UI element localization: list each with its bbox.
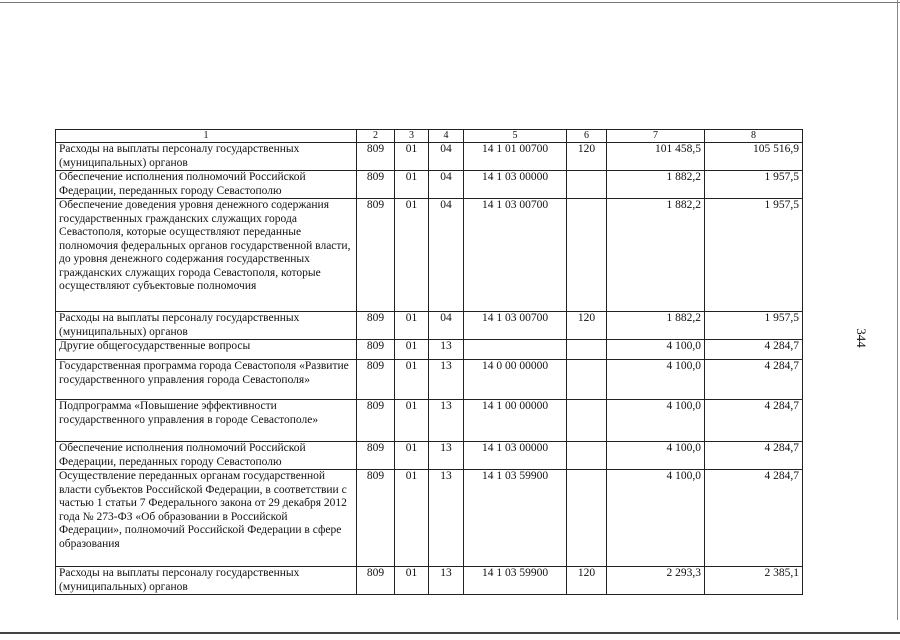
amount-year-2-cell: 2 385,1	[705, 567, 803, 595]
section-code-cell: 01	[395, 312, 429, 340]
table-row	[56, 340, 803, 360]
column-header: 5	[464, 130, 567, 143]
amount-year-1-cell: 1 882,2	[607, 312, 705, 340]
row-name-cell: Другие общегосударственные вопросы	[56, 340, 357, 360]
ministry-code-cell: 809	[357, 400, 395, 442]
table-body	[56, 143, 803, 595]
amount-year-1-cell: 101 458,5	[607, 143, 705, 171]
amount-year-2-cell: 4 284,7	[705, 470, 803, 567]
amount-year-2-cell: 4 284,7	[705, 400, 803, 442]
target-article-cell: 14 1 03 59900	[464, 470, 567, 567]
table-row	[56, 360, 803, 400]
table-row	[56, 400, 803, 442]
column-header: 3	[395, 130, 429, 143]
amount-year-2-cell: 4 284,7	[705, 360, 803, 400]
target-article-cell: 14 1 03 00700	[464, 312, 567, 340]
expense-type-cell	[567, 171, 607, 199]
row-name-cell: Государственная программа города Севастополя «Развитие государственного управления города Севастополя»	[56, 360, 357, 400]
section-code-cell: 01	[395, 360, 429, 400]
amount-year-2-cell: 1 957,5	[705, 171, 803, 199]
table-row	[56, 470, 803, 567]
amount-year-1-cell: 4 100,0	[607, 360, 705, 400]
row-name-cell: Обеспечение доведения уровня денежного содержания государственных гражданских служащих города Севастополя, которые осуществляют переданные полномочия федеральных органов государственной власти, до уровня денежного содержания государственных гражданских служащих города Севастополя, которые осуществляют субъектовые полномочия	[56, 199, 357, 312]
expense-type-cell	[567, 400, 607, 442]
expense-type-cell	[567, 470, 607, 567]
column-header: 2	[357, 130, 395, 143]
amount-year-2-cell: 1 957,5	[705, 312, 803, 340]
expense-type-cell: 120	[567, 312, 607, 340]
expense-type-cell	[567, 360, 607, 400]
row-name-cell: Расходы на выплаты персоналу государственных (муниципальных) органов	[56, 312, 357, 340]
subsection-code-cell: 13	[429, 442, 464, 470]
section-code-cell: 01	[395, 400, 429, 442]
amount-year-1-cell: 2 293,3	[607, 567, 705, 595]
table-row	[56, 199, 803, 312]
target-article-cell: 14 1 01 00700	[464, 143, 567, 171]
table-header-row	[56, 130, 803, 143]
subsection-code-cell: 04	[429, 312, 464, 340]
expense-type-cell: 120	[567, 567, 607, 595]
subsection-code-cell: 13	[429, 360, 464, 400]
target-article-cell: 14 1 03 59900	[464, 567, 567, 595]
page-bottom-edge	[0, 632, 900, 634]
section-code-cell: 01	[395, 143, 429, 171]
amount-year-1-cell: 1 882,2	[607, 199, 705, 312]
target-article-cell: 14 1 00 00000	[464, 400, 567, 442]
column-header: 7	[607, 130, 705, 143]
target-article-cell: 14 1 03 00000	[464, 442, 567, 470]
subsection-code-cell: 13	[429, 470, 464, 567]
amount-year-2-cell: 105 516,9	[705, 143, 803, 171]
amount-year-2-cell: 4 284,7	[705, 340, 803, 360]
subsection-code-cell: 04	[429, 199, 464, 312]
row-name-cell: Обеспечение исполнения полномочий Российской Федерации, переданных городу Севастополю	[56, 171, 357, 199]
subsection-code-cell: 04	[429, 143, 464, 171]
table-row	[56, 442, 803, 470]
page-number: 344	[854, 328, 869, 348]
section-code-cell: 01	[395, 171, 429, 199]
row-name-cell: Осуществление переданных органам государственной власти субъектов Российской Федерации, в соответствии с частью 1 статьи 7 Федерального закона от 29 декабря 2012 года № 273-ФЗ «Об образовании в Российской Федерации», полномочий Российской Федерации в сфере образования	[56, 470, 357, 567]
amount-year-1-cell: 4 100,0	[607, 340, 705, 360]
amount-year-1-cell: 4 100,0	[607, 442, 705, 470]
expense-type-cell	[567, 442, 607, 470]
column-header: 4	[429, 130, 464, 143]
ministry-code-cell: 809	[357, 470, 395, 567]
section-code-cell: 01	[395, 567, 429, 595]
row-name-cell: Обеспечение исполнения полномочий Российской Федерации, переданных городу Севастополю	[56, 442, 357, 470]
amount-year-1-cell: 4 100,0	[607, 400, 705, 442]
column-header: 1	[56, 130, 357, 143]
table-row	[56, 171, 803, 199]
amount-year-1-cell: 1 882,2	[607, 171, 705, 199]
ministry-code-cell: 809	[357, 567, 395, 595]
subsection-code-cell: 13	[429, 340, 464, 360]
ministry-code-cell: 809	[357, 143, 395, 171]
target-article-cell: 14 1 03 00700	[464, 199, 567, 312]
table-row	[56, 312, 803, 340]
page-right-edge	[897, 0, 898, 620]
row-name-cell: Расходы на выплаты персоналу государственных (муниципальных) органов	[56, 567, 357, 595]
ministry-code-cell: 809	[357, 199, 395, 312]
column-header: 8	[705, 130, 803, 143]
subsection-code-cell: 04	[429, 171, 464, 199]
row-name-cell: Расходы на выплаты персоналу государственных (муниципальных) органов	[56, 143, 357, 171]
ministry-code-cell: 809	[357, 340, 395, 360]
amount-year-2-cell: 4 284,7	[705, 442, 803, 470]
expense-type-cell	[567, 199, 607, 312]
section-code-cell: 01	[395, 442, 429, 470]
column-header: 6	[567, 130, 607, 143]
section-code-cell: 01	[395, 199, 429, 312]
table-row	[56, 567, 803, 595]
amount-year-2-cell: 1 957,5	[705, 199, 803, 312]
table-row	[56, 143, 803, 171]
section-code-cell: 01	[395, 470, 429, 567]
expense-type-cell	[567, 340, 607, 360]
ministry-code-cell: 809	[357, 442, 395, 470]
target-article-cell: 14 0 00 00000	[464, 360, 567, 400]
subsection-code-cell: 13	[429, 400, 464, 442]
target-article-cell	[464, 340, 567, 360]
amount-year-1-cell: 4 100,0	[607, 470, 705, 567]
ministry-code-cell: 809	[357, 360, 395, 400]
page-top-edge	[0, 2, 900, 3]
budget-table	[55, 129, 803, 595]
row-name-cell: Подпрограмма «Повышение эффективности государственного управления в городе Севастополе»	[56, 400, 357, 442]
subsection-code-cell: 13	[429, 567, 464, 595]
ministry-code-cell: 809	[357, 312, 395, 340]
expense-type-cell: 120	[567, 143, 607, 171]
target-article-cell: 14 1 03 00000	[464, 171, 567, 199]
ministry-code-cell: 809	[357, 171, 395, 199]
section-code-cell: 01	[395, 340, 429, 360]
